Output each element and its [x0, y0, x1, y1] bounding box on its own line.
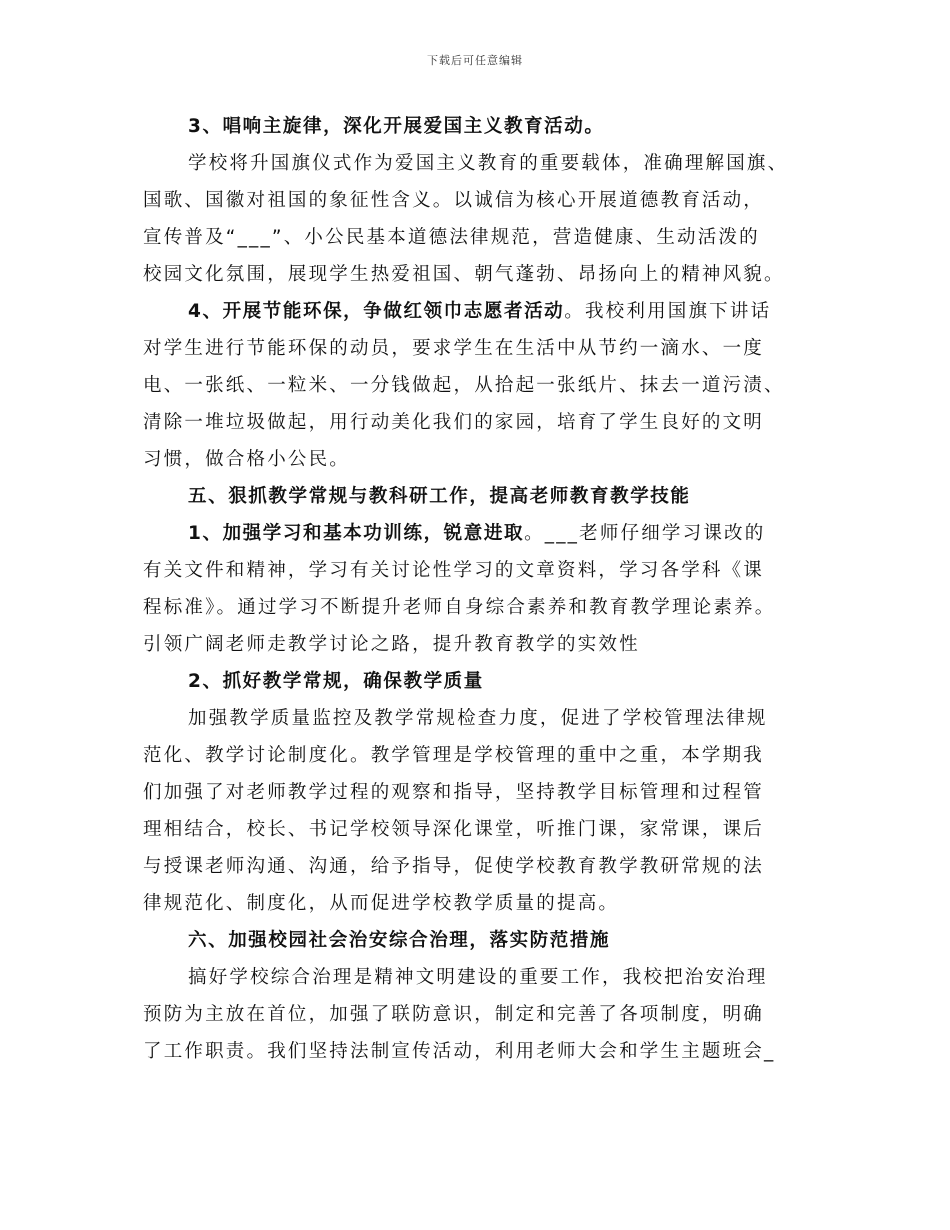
- inline-text: 。我校利用国旗下讲话: [564, 301, 772, 322]
- paragraph-line: 律规范化、制度化，从而促进学校教学质量的提高。: [143, 893, 620, 914]
- paragraph-line: 预防为主放在首位，加强了联防意识，制定和完善了各项制度，明确: [143, 1004, 765, 1025]
- section-heading-6: 六、加强校园社会治安综合治理，落实防范措施: [188, 930, 611, 951]
- paragraph-line: 国歌、国徽对祖国的象征性含义。以诚信为核心开展道德教育活动，: [143, 190, 765, 211]
- paragraph-line: 清除一堆垃圾做起，用行动美化我们的家园，培育了学生良好的文明: [143, 412, 765, 433]
- inline-heading-1: 1、加强学习和基本功训练，锐意进取: [188, 523, 525, 544]
- paragraph-line: 理相结合，校长、书记学校领导深化课堂，听推门课，家常课，课后: [143, 819, 765, 840]
- paragraph-line: 引领广阔老师走教学讨论之路，提升教育教学的实效性: [143, 634, 640, 655]
- paragraph-line: 们加强了对老师教学过程的观察和指导，坚持教学目标管理和过程管: [143, 782, 765, 803]
- paragraph-line: 搞好学校综合治理是精神文明建设的重要工作，我校把治安治理: [188, 967, 768, 988]
- document-body: [143, 108, 823, 1070]
- heading-3: 3、唱响主旋律，深化开展爱国主义教育活动。: [188, 116, 605, 137]
- paragraph-line: 对学生进行节能环保的动员，要求学生在生活中从节约一滴水、一度: [143, 338, 765, 359]
- paragraph-line: 与授课老师沟通、沟通，给予指导，促使学校教育教学教研常规的法: [143, 856, 765, 877]
- paragraph-line: 校园文化氛围，展现学生热爱祖国、朝气蓬勃、昂扬向上的精神风貌。: [143, 264, 785, 285]
- paragraph-line: 习惯，做合格小公民。: [143, 449, 351, 470]
- paragraph-line-with-heading: [143, 515, 823, 552]
- paragraph-line: 了工作职责。我们坚持法制宣传活动，利用老师大会和学生主题班会_: [143, 1041, 776, 1062]
- inline-text: 。___老师仔细学习课改的: [524, 523, 766, 544]
- page-header: 下载后可任意编辑: [427, 54, 523, 67]
- paragraph-line: 电、一张纸、一粒米、一分钱做起，从拾起一张纸片、抹去一道污渍、: [143, 375, 785, 396]
- paragraph-line: 范化、教学讨论制度化。教学管理是学校管理的重中之重，本学期我: [143, 745, 765, 766]
- paragraph-line-with-heading: [143, 293, 823, 330]
- paragraph-line: 学校将升国旗仪式作为爱国主义教育的重要载体，准确理解国旗、: [188, 153, 789, 174]
- section-heading-5: 五、狠抓教学常规与教科研工作，提高老师教育教学技能: [188, 486, 691, 507]
- paragraph-line: 宣传普及“___”、小公民基本道德法律规范，营造健康、生动活泼的: [143, 227, 760, 248]
- paragraph-line: 程标准》。通过学习不断提升老师自身综合素养和教育教学理论素养。: [143, 597, 776, 618]
- inline-heading-4: 4、开展节能环保，争做红领巾志愿者活动: [188, 301, 565, 322]
- paragraph-line: 加强教学质量监控及教学常规检查力度，促进了学校管理法律规: [188, 708, 768, 729]
- heading-2: 2、抓好教学常规，确保教学质量: [188, 671, 484, 692]
- paragraph-line: 有关文件和精神，学习有关讨论性学习的文章资料，学习各学科《课: [143, 560, 765, 581]
